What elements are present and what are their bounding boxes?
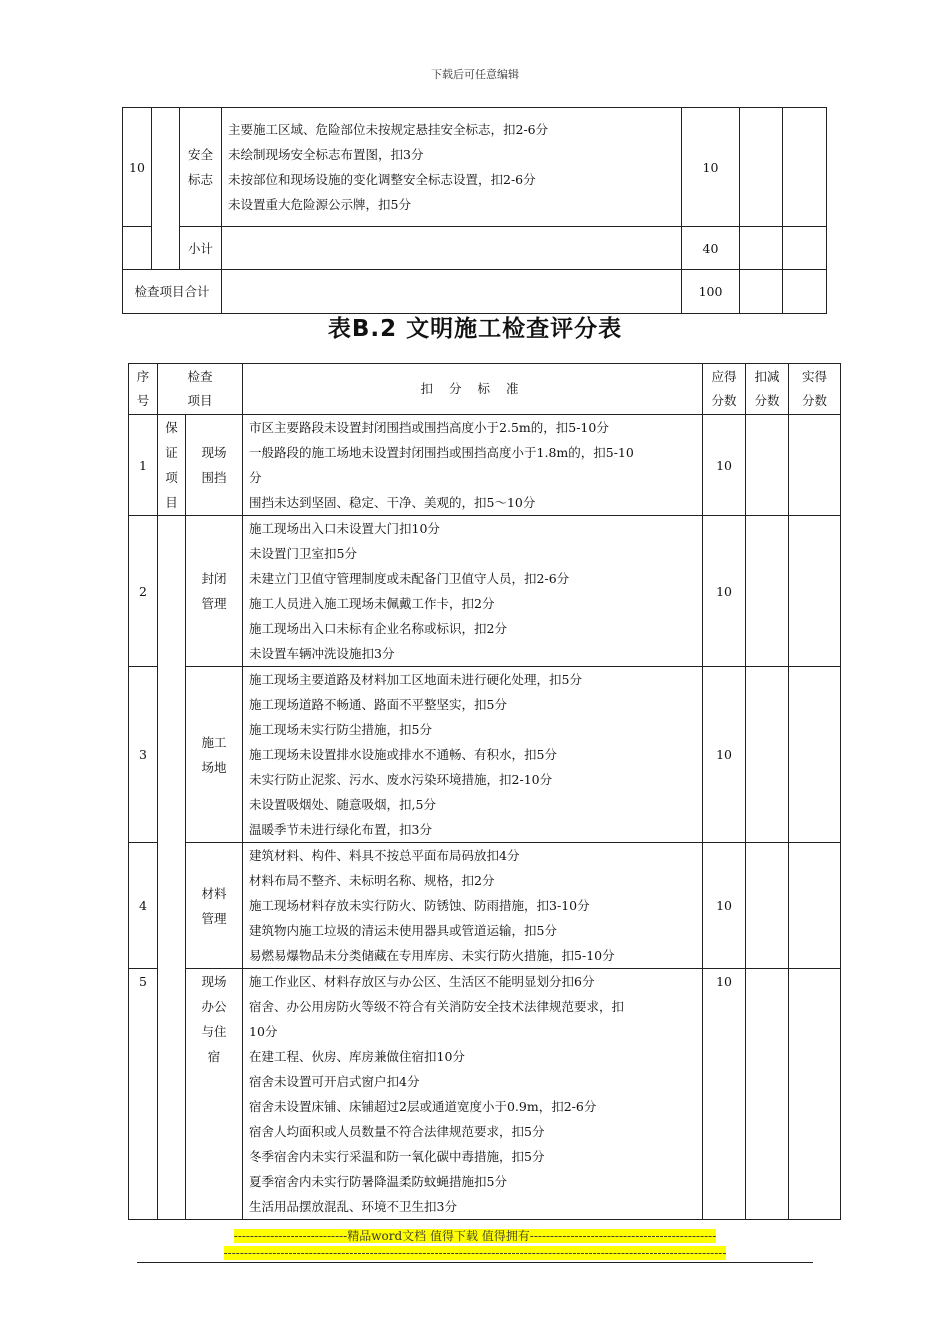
row-due-score: 10 (703, 969, 746, 1220)
row-deduct-score (740, 108, 783, 227)
criteria-line: 冬季宿舍内未实行采温和防一氧化碳中毒措施，扣5分 (249, 1149, 545, 1164)
criteria-line: 施工现场出入口未设置大门扣10分 (249, 521, 440, 536)
row-item-line: 施工 (201, 734, 227, 750)
group-cell (152, 108, 180, 270)
criteria-line: 材料布局不整齐、未标明名称、规格，扣2分 (249, 873, 495, 888)
criteria-line: 施工现场材料存放未实行防火、防锈蚀、防雨措施，扣3-10分 (249, 898, 590, 913)
criteria-line: 施工作业区、材料存放区与办公区、生活区不能明显划分扣6分 (249, 974, 595, 989)
header-seq (129, 364, 158, 415)
criteria-line: 宿舍未设置可开启式窗户扣4分 (249, 1074, 420, 1089)
criteria-line: 未设置吸烟处、随意吸烟，扣,5分 (249, 797, 436, 812)
row-due-score: 10 (703, 843, 746, 969)
row-actual-score (789, 969, 841, 1220)
row-actual-score (789, 415, 841, 516)
criteria-line: 施工现场出入口未标有企业名称或标识，扣2分 (249, 621, 507, 636)
row-item (186, 667, 243, 843)
header-standard: 扣 分 标 准 (243, 364, 703, 415)
row-criteria (243, 667, 703, 843)
row-criteria (222, 108, 682, 227)
row-seq: 3 (129, 667, 158, 843)
header-text: 分数 (754, 393, 780, 408)
table-title: 表B.2 文明施工检查评分表 (327, 316, 623, 342)
row-item-line: 材料 (201, 885, 227, 901)
criteria-line: 未按部位和现场设施的变化调整安全标志设置，扣2-6分 (228, 172, 536, 187)
criteria-line: 施工现场未实行防尘措施，扣5分 (249, 722, 432, 737)
row-actual-score (789, 843, 841, 969)
row-seq: 1 (129, 415, 158, 516)
row-item (186, 843, 243, 969)
row-criteria (243, 415, 703, 516)
header-text: 分数 (711, 393, 737, 408)
row-actual-score (783, 270, 827, 314)
row-deduct-score (746, 969, 789, 1220)
row-due-score: 10 (703, 516, 746, 667)
row-deduct-score (746, 415, 789, 516)
header-text: 应得 (711, 369, 737, 384)
header-text: 实得 (802, 369, 828, 384)
table-header-row (129, 364, 841, 415)
criteria-line: 建筑物内施工垃圾的清运未使用器具或管道运输，扣5分 (249, 923, 557, 938)
subtotal-score: 40 (682, 227, 740, 270)
row-seq (123, 227, 152, 270)
group-label (158, 415, 186, 516)
row-item-line: 安全 (187, 147, 213, 162)
row-item-line: 宿 (207, 1049, 221, 1064)
criteria-line: 建筑材料、构件、料具不按总平面布局码放扣4分 (249, 848, 520, 863)
criteria-line: 未设置车辆冲洗设施扣3分 (249, 646, 395, 661)
criteria-line: 未建立门卫值守管理制度或未配备门卫值守人员，扣2-6分 (249, 571, 570, 586)
criteria-line: 宿舍、办公用房防火等级不符合有关消防安全技术法律规范要求，扣 (249, 999, 625, 1014)
row-criteria (243, 843, 703, 969)
row-actual-score (789, 516, 841, 667)
header-text: 检查 (187, 369, 213, 384)
row-deduct-score (746, 516, 789, 667)
row-item (186, 415, 243, 516)
criteria-line: 围挡未达到坚固、稳定、干净、美观的，扣5～10分 (249, 495, 536, 510)
row-deduct-score (740, 227, 783, 270)
previous-table-continued (122, 107, 827, 314)
header-text: 号 (136, 393, 150, 408)
total-row (123, 270, 827, 314)
table-row (129, 969, 841, 1220)
criteria-line: 未设置门卫室扣5分 (249, 546, 357, 561)
row-item-line: 与住 (201, 1024, 227, 1039)
table-row (129, 415, 841, 516)
row-deduct-score (746, 843, 789, 969)
criteria-line: 温暖季节未进行绿化布置，扣3分 (249, 822, 432, 837)
row-criteria (222, 227, 682, 270)
group-cell-continued (158, 516, 186, 1220)
group-label-char: 保 (165, 420, 178, 435)
row-item-line: 标志 (187, 172, 213, 187)
table-row (129, 843, 841, 969)
row-item (186, 516, 243, 667)
criteria-line: 宿舍未设置床铺、床铺超过2层或通道宽度小于0.9m，扣2-6分 (249, 1099, 597, 1114)
row-item-line: 管理 (201, 910, 227, 926)
criteria-line: 未设置重大危险源公示牌，扣5分 (228, 197, 411, 212)
total-score: 100 (682, 270, 740, 314)
header-deduct (746, 364, 789, 415)
criteria-line: 易燃易爆物品未分类储藏在专用库房、未实行防火措施，扣5-10分 (249, 948, 615, 963)
header-text: 扣减 (754, 369, 780, 384)
footer-rule (137, 1262, 813, 1263)
criteria-line: 市区主要路段未设置封闭围挡或围挡高度小于2.5m的，扣5-10分 (249, 420, 609, 435)
row-deduct-score (740, 270, 783, 314)
footer-banner (175, 1228, 775, 1262)
group-label-char: 项 (165, 470, 178, 485)
header-due (703, 364, 746, 415)
header-item (158, 364, 243, 415)
row-seq: 2 (129, 516, 158, 667)
criteria-line: 未实行防止泥浆、污水、废水污染环境措施，扣2-10分 (249, 772, 553, 787)
criteria-line: 生活用品摆放混乱、环境不卫生扣3分 (249, 1199, 457, 1214)
row-actual-score (789, 667, 841, 843)
criteria-line: 在建工程、伙房、库房兼做住宿扣10分 (249, 1049, 465, 1064)
row-item-line: 现场 (201, 445, 227, 460)
subtotal-label: 小计 (180, 227, 222, 270)
criteria-line: 施工现场未设置排水设施或排水不通畅、有积水，扣5分 (249, 747, 557, 762)
criteria-line: 施工现场道路不畅通、路面不平整坚实，扣5分 (249, 697, 507, 712)
row-deduct-score (746, 667, 789, 843)
row-criteria (222, 270, 682, 314)
criteria-line: 施工人员进入施工现场未佩戴工作卡，扣2分 (249, 596, 495, 611)
table-row (129, 516, 841, 667)
footer-line-1: ----------------------------精品word文档 值得下载 值得拥有---------------------------------------------- (233, 1229, 717, 1243)
row-due-score: 10 (703, 415, 746, 516)
header-actual (789, 364, 841, 415)
row-actual-score (783, 227, 827, 270)
row-seq: 10 (123, 108, 152, 227)
criteria-line: 分 (249, 470, 262, 485)
header-text: 序 (136, 369, 150, 384)
row-actual-score (783, 108, 827, 227)
row-item-line: 围挡 (201, 470, 227, 485)
row-due-score: 10 (682, 108, 740, 227)
total-label: 检查项目合计 (123, 270, 222, 314)
criteria-line: 未绘制现场安全标志布置图，扣3分 (228, 147, 424, 162)
row-item-line: 封闭 (201, 571, 227, 586)
header-text: 分数 (802, 393, 828, 408)
criteria-line: 一般路段的施工场地未设置封闭围挡或围挡高度小于1.8m的，扣5-10 (249, 445, 634, 460)
header-note: 下载后可任意编辑 (431, 68, 519, 81)
table-row (123, 108, 827, 227)
row-due-score: 10 (703, 667, 746, 843)
criteria-line: 施工现场主要道路及材料加工区地面未进行硬化处理，扣5分 (249, 672, 582, 687)
criteria-line: 10分 (249, 1024, 278, 1039)
criteria-line: 夏季宿舍内未实行防暑降温柔防蚊蝇措施扣5分 (249, 1174, 507, 1189)
row-seq: 5 (129, 969, 158, 1220)
criteria-line: 主要施工区域、危险部位未按规定悬挂安全标志，扣2-6分 (228, 122, 549, 137)
row-item-line: 管理 (201, 596, 227, 611)
row-seq: 4 (129, 843, 158, 969)
score-table (128, 363, 841, 1220)
footer-line-2: ---------------------------------------------------------------------------------------------------------------------------- (223, 1246, 727, 1260)
row-item-line: 场地 (201, 759, 227, 775)
row-criteria (243, 969, 703, 1220)
group-label-char: 目 (165, 495, 178, 510)
row-criteria (243, 516, 703, 667)
row-item (186, 969, 243, 1220)
table-row (129, 667, 841, 843)
group-label-char: 证 (165, 445, 178, 460)
row-item-line: 办公 (201, 999, 227, 1014)
row-item-line: 现场 (201, 974, 227, 989)
header-text: 项目 (187, 393, 213, 408)
subtotal-row (123, 227, 827, 270)
criteria-line: 宿舍人均面积或人员数量不符合法律规范要求，扣5分 (249, 1124, 545, 1139)
row-item (180, 108, 222, 227)
